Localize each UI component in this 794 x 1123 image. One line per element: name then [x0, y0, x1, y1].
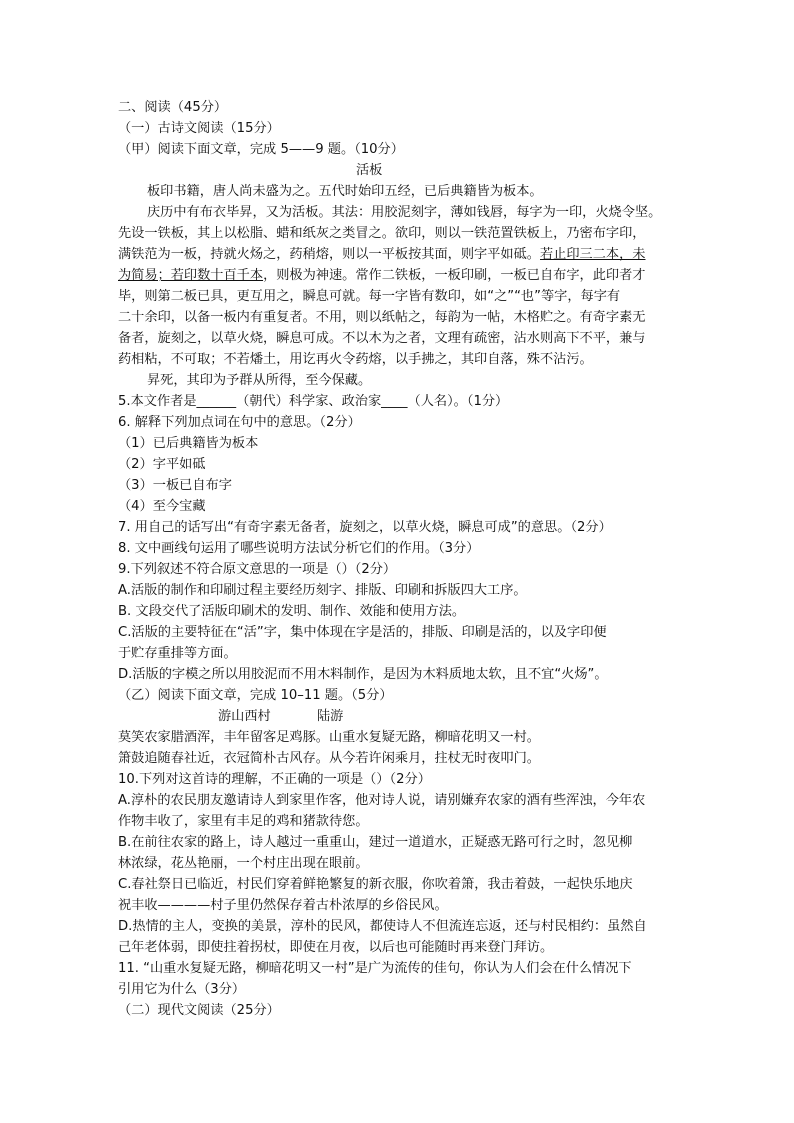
paragraph-2-line: 二十余印，以备一板内有重复者。不用，则以纸帖之，每韵为一帖，木格贮之。有奇字素无 [118, 310, 646, 325]
part1-title: （一）古诗文阅读（15分） [118, 121, 280, 136]
text-segment: 满铁范为一板，持就火炀之，药稍熔，则以一平板按其面，则字平如砥。 [118, 247, 540, 262]
question-8: 8. 文中画线句运用了哪些说明方法试分析它们的作用。（3分） [118, 541, 480, 556]
paragraph-2-line: 先设一铁板，其上以松脂、蜡和纸灰之类冒之。欲印，则以一铁范置铁板上，乃密布字印， [118, 226, 646, 241]
poem-author: 陆游 [317, 709, 344, 724]
question-5: 5.本文作者是______（朝代）科学家、政治家____（人名）。（1分） [118, 394, 509, 409]
question-6-item: （2）字平如砥 [118, 457, 206, 472]
question-6-item: （4）至今宝藏 [118, 499, 206, 514]
text-segment: ，则极为神速。常作二铁板，一板印刷，一板已自布字，此印者才 [263, 268, 646, 283]
article-title: 活板 [356, 163, 383, 178]
poem-line: 箫鼓追随春社近，衣冠简朴古风存。从今若许闲乘月，拄杖无时夜叩门。 [118, 751, 540, 766]
question-10: 10.下列对这首诗的理解，不正确的一项是（）（2分） [118, 772, 431, 787]
question-9-option-a: A.活版的制作和印刷过程主要经历刻字、排版、印刷和拆版四大工序。 [118, 583, 527, 598]
partB-instruction: （乙）阅读下面文章，完成 10–11 题。（5分） [118, 688, 393, 703]
paragraph-2-line: 毕，则第二板已具，更互用之，瞬息可就。每一字皆有数印，如“之”“也”等字，每字有 [118, 289, 621, 304]
part2-title: （二）现代文阅读（25分） [118, 1003, 280, 1018]
question-11: 11. “山重水复疑无路，柳暗花明又一村”是广为流传的佳句，你认为人们会在什么情况下 [118, 961, 632, 976]
question-10-option-d: D.热情的主人，变换的美景，淳朴的民风，都使诗人不但流连忘返，还与村民相约：虽然自 [118, 919, 647, 934]
question-10-option-c-cont: 祝丰收————村子里仍然保存着古朴浓厚的乡俗民风。 [118, 898, 448, 913]
question-6-item: （3）一板已自布字 [118, 478, 232, 493]
question-10-option-a-cont: 作物丰收了，家里有丰足的鸡和猪款待您。 [118, 814, 369, 829]
question-7: 7. 用自己的话写出“有奇字素无备者，旋刻之，以草火烧，瞬息可成”的意思。（2分） [118, 520, 612, 535]
poem-line: 莫笑农家腊酒浑，丰年留客足鸡豚。山重水复疑无路，柳暗花明又一村。 [118, 730, 540, 745]
question-10-option-b-cont: 林浓绿，花丛艳丽，一个村庄出现在眼前。 [118, 856, 369, 871]
poem-title: 游山西村 [218, 709, 271, 724]
question-9-option-c-cont: 于贮存重排等方面。 [118, 646, 237, 661]
paragraph-2-line [118, 245, 646, 265]
paragraph-2-line [118, 266, 646, 286]
question-9-option-c: C.活版的主要特征在“活”字，集中体现在字是活的，排版、印刷是活的，以及字印便 [118, 625, 607, 640]
question-9-option-b: B. 文段交代了活版印刷术的发明、制作、效能和使用方法。 [118, 604, 466, 619]
question-11-cont: 引用它为什么（3分） [118, 982, 246, 997]
question-6: 6. 解释下列加点词在句中的意思。（2分） [118, 415, 361, 430]
question-9: 9.下列叙述不符合原文意思的一项是（）（2分） [118, 562, 397, 577]
paragraph-3: 昇死，其印为予群从所得，至今保藏。 [147, 373, 372, 388]
paragraph-2-line: 庆历中有布衣毕昇，又为活板。其法：用胶泥刻字，薄如钱唇，每字为一印，火烧令坚。 [147, 205, 662, 220]
question-10-option-c: C.春社祭日已临近，村民们穿着鲜艳繁复的新衣服，你吹着箫，我击着鼓，一起快乐地庆 [118, 877, 633, 892]
question-9-option-d: D.活版的字模之所以用胶泥而不用木料制作，是因为木料质地太软，且不宜“火炀”。 [118, 667, 608, 682]
section2-title: 二、阅读（45分） [118, 100, 228, 115]
partA-instruction: （甲）阅读下面文章，完成 5——9 题。（10分） [118, 142, 404, 157]
paragraph-2-line: 备者，旋刻之，以草火烧，瞬息可成。不以木为之者，文理有疏密，沾水则高下不平，兼与 [118, 331, 646, 346]
question-10-option-b: B.在前往农家的路上，诗人越过一重重山，建过一道道水，正疑惑无路可行之时，忽见柳 [118, 835, 633, 850]
paragraph-1: 板印书籍，唐人尚未盛为之。五代时始印五经，已后典籍皆为板本。 [147, 184, 543, 199]
question-10-option-d-cont: 己年老体弱，即使拄着拐杖，即使在月夜，以后也可能随时再来登门拜访。 [118, 940, 554, 955]
underlined-sentence: 为简易；若印数十百千本 [118, 268, 264, 283]
question-10-option-a: A.淳朴的农民朋友邀请诗人到家里作客，他对诗人说，请别嫌弃农家的酒有些浑浊，今年农 [118, 793, 646, 808]
question-6-item: （1）已后典籍皆为板本 [118, 436, 259, 451]
paragraph-2-line: 药相粘，不可取；不若燔土，用讫再火令药熔，以手拂之，其印自落，殊不沾污。 [118, 352, 593, 367]
underlined-sentence: 若止印三二本，未 [540, 247, 646, 262]
